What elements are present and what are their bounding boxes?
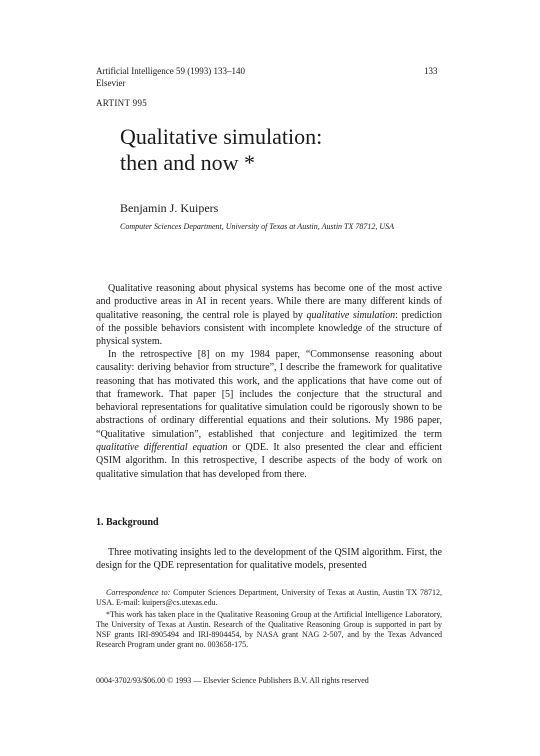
publisher-name: Elsevier <box>96 78 126 88</box>
paragraph-2-text-a: In the retrospective [8] on my 1984 paper, “Commonsense reasoning about causality: deriving behavior from structure”, I describe the framework for qualitative reasoning that has motivated this work, and the applications that have come out of that framework. That paper [5] includes the conjecture that the structural and behavioral representations for qualitative simulation could be rigorously shown to be abstractions of ordinary differential equations and their solutions. My 1986 paper, “Qualitative simulation”, established that conjecture and legitimized the term <box>96 349 442 440</box>
title-line-2: then and now * <box>120 150 256 175</box>
correspondence-label: Correspondence to: <box>106 588 171 597</box>
abstract-paragraph <box>96 282 442 348</box>
author-affiliation: Computer Sciences Department, University of Texas at Austin, Austin TX 78712, USA <box>120 222 395 231</box>
author-name: Benjamin J. Kuipers <box>120 201 219 215</box>
paragraph-1-text-b: : prediction of the possible behaviors consistent with incomplete knowledge of the structure of physical system. <box>96 309 442 348</box>
background-paragraph <box>96 546 442 573</box>
correspondence-text: Computer Sciences Department, University of Texas at Austin, Austin TX 78712, USA. E-mail: kuipers@cs.utexas.edu. <box>96 588 442 607</box>
paragraph-2 <box>96 348 442 481</box>
paragraph-1 <box>96 282 442 348</box>
copyright-line: 0004-3702/93/$06.00 © 1993 — Elsevier Science Publishers B.V. All rights reserved <box>96 676 369 685</box>
paragraph-1-emphasis: qualitative simulation <box>306 309 396 321</box>
footnotes <box>96 588 442 652</box>
retrospective-paragraph <box>96 348 442 481</box>
paragraph-2-emphasis: qualitative differential equation <box>96 442 228 454</box>
paragraph-2-text-b: or QDE. It also presented the clear and efficient QSIM algorithm. In this retrospective, I describe aspects of the body of work on qualitative simulation that has developed from there. <box>96 442 442 480</box>
correspondence-footnote <box>96 588 442 608</box>
article-code: ARTINT 995 <box>96 98 148 108</box>
journal-citation: Artificial Intelligence 59 (1993) 133–140 <box>96 66 245 76</box>
page-number: 133 <box>424 66 438 76</box>
paragraph-1-text-a: Qualitative reasoning about physical systems has become one of the most active and productive areas in AI in recent years. While there are many different kinds of qualitative reasoning, the central role is played by <box>96 283 442 321</box>
funding-footnote: *This work has taken place in the Qualitative Reasoning Group at the Artificial Intelligence Laboratory, The University of Texas at Austin. Research of the Qualitative Reasoning Group is supported in part by NSF grants IRI-8905494 and IRI-8904454, by NASA grant NAG 2-507, and by the Texas Advanced Research Program under grant no. 003658-175. <box>96 610 442 649</box>
section-heading: 1. Background <box>96 517 159 528</box>
paper-title <box>120 124 460 176</box>
title-line-1: Qualitative simulation: <box>120 124 323 149</box>
paragraph-3: Three motivating insights led to the development of the QSIM algorithm. First, the design for the QDE representation for qualitative models, presented <box>96 547 442 572</box>
